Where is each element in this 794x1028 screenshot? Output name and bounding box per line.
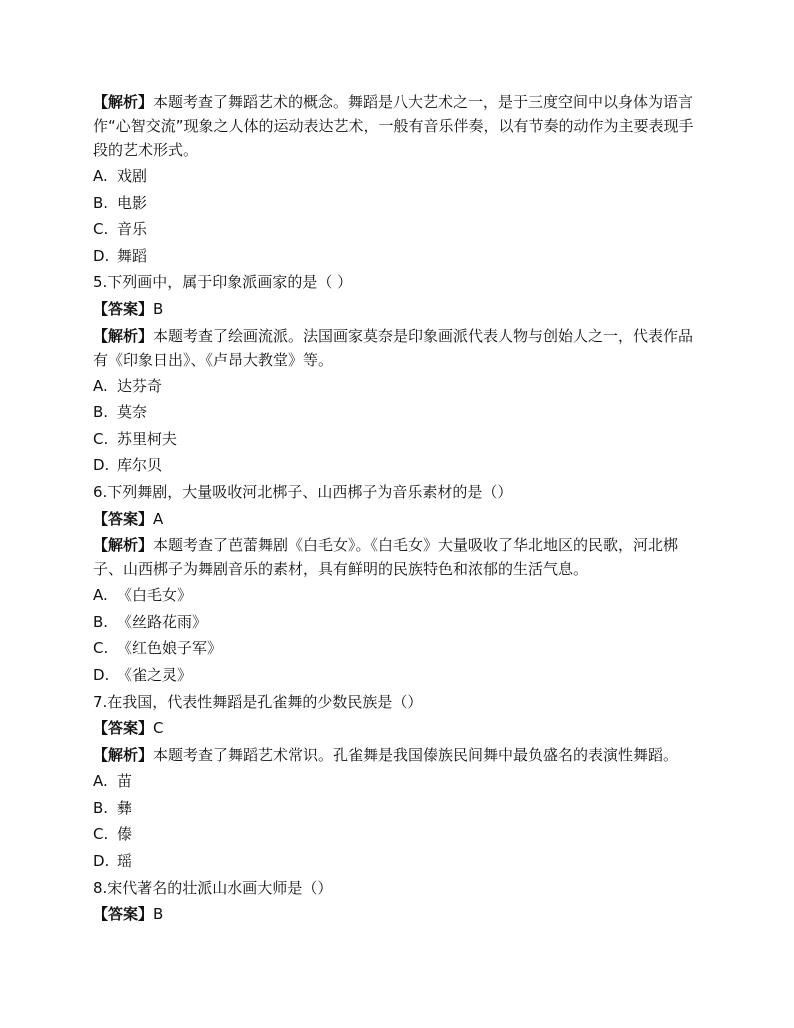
- option-text: 瑶: [117, 852, 133, 871]
- option-a: [93, 374, 705, 398]
- option-b: [93, 796, 705, 820]
- answer-tag: 【答案】: [93, 509, 154, 528]
- answer-value: A: [153, 509, 164, 528]
- option-text: 戏剧: [117, 167, 148, 185]
- answer-6: [93, 507, 705, 531]
- answer-8: [93, 902, 705, 926]
- option-letter: D.: [93, 852, 110, 871]
- option-d: [93, 244, 705, 268]
- answer-value: B: [153, 905, 164, 924]
- option-text: 库尔贝: [117, 456, 163, 475]
- answer-value: B: [153, 299, 164, 318]
- option-letter: C.: [93, 220, 109, 239]
- option-letter: A.: [93, 376, 108, 395]
- question-6: 6.下列舞剧，大量吸收河北梆子、山西梆子为音乐素材的是（）: [93, 482, 513, 501]
- option-c: [93, 636, 705, 660]
- analysis-tag: 【解析】: [93, 536, 154, 555]
- analysis-text: 本题考查了舞蹈艺术常识。孔雀舞是我国傣族民间舞中最负盛名的表演性舞蹈。: [153, 745, 679, 764]
- analysis-paragraph: [93, 90, 705, 162]
- option-letter: A.: [93, 772, 108, 791]
- analysis-text: 本题考查了舞蹈艺术的概念。舞蹈是八大艺术之一，是于三度空间中以身体为语言作“心智交流”现象之人体的运动表达艺术，一般有音乐伴奏，以有节奏的动作为主要表现手段的艺术形式。: [93, 93, 694, 159]
- option-letter: D.: [93, 246, 110, 265]
- option-text: 《雀之灵》: [117, 665, 193, 684]
- analysis-text: 本题考查了绘画流派。法国画家莫奈是印象画派代表人物与创始人之一，代表作品有《印象日出》、《卢昂大教堂》等。: [93, 326, 694, 369]
- option-text: 彝: [117, 798, 133, 817]
- option-letter: B.: [93, 798, 109, 817]
- option-a: [93, 769, 705, 793]
- analysis-text: 本题考查了芭蕾舞剧《白毛女》。《白毛女》大量吸收了华北地区的民歌，河北梆子、山西梆子为舞剧音乐的素材，具有鲜明的民族特色和浓郁的生活气息。: [93, 536, 679, 579]
- option-d: [93, 663, 705, 687]
- option-a: [93, 164, 705, 188]
- option-letter: B.: [93, 612, 109, 631]
- option-b: [93, 191, 705, 215]
- analysis-paragraph: [93, 324, 705, 372]
- option-text: 达芬奇: [117, 376, 163, 395]
- analysis-paragraph: [93, 533, 705, 581]
- option-text: 苏里柯夫: [117, 429, 178, 448]
- analysis-tag: 【解析】: [93, 93, 154, 111]
- option-a: [93, 583, 705, 607]
- option-d: [93, 453, 705, 477]
- question-7: 7.在我国，代表性舞蹈是孔雀舞的少数民族是（）: [93, 692, 423, 711]
- option-b: [93, 610, 705, 634]
- analysis-tag: 【解析】: [93, 745, 154, 764]
- option-letter: A.: [93, 167, 108, 185]
- answer-5: [93, 297, 705, 321]
- document-page: [93, 90, 705, 929]
- option-b: [93, 400, 705, 424]
- option-c: [93, 427, 705, 451]
- option-text: 傣: [117, 825, 133, 844]
- option-text: 《丝路花雨》: [117, 612, 208, 631]
- option-letter: B.: [93, 403, 109, 422]
- question-8: 8.宋代著名的壮派山水画大师是（）: [93, 878, 333, 897]
- answer-tag: 【答案】: [93, 905, 154, 924]
- option-text: 舞蹈: [117, 246, 148, 265]
- option-letter: A.: [93, 586, 108, 605]
- option-c: [93, 217, 705, 241]
- option-letter: C.: [93, 429, 109, 448]
- answer-tag: 【答案】: [93, 299, 154, 318]
- option-text: 《白毛女》: [117, 586, 193, 605]
- option-text: 苗: [117, 772, 133, 791]
- option-d: [93, 849, 705, 873]
- option-letter: B.: [93, 193, 109, 212]
- option-text: 音乐: [117, 220, 148, 239]
- option-letter: D.: [93, 665, 110, 684]
- analysis-paragraph: [93, 743, 705, 767]
- option-c: [93, 822, 705, 846]
- analysis-tag: 【解析】: [93, 326, 154, 345]
- option-text: 电影: [117, 193, 148, 212]
- option-letter: D.: [93, 456, 110, 475]
- question-5: 5.下列画中，属于印象派画家的是（ ）: [93, 273, 353, 292]
- option-text: 《红色娘子军》: [117, 639, 223, 658]
- answer-tag: 【答案】: [93, 719, 154, 738]
- option-letter: C.: [93, 825, 109, 844]
- answer-7: [93, 716, 705, 740]
- option-letter: C.: [93, 639, 109, 658]
- option-text: 莫奈: [117, 403, 148, 422]
- answer-value: C: [153, 719, 164, 738]
